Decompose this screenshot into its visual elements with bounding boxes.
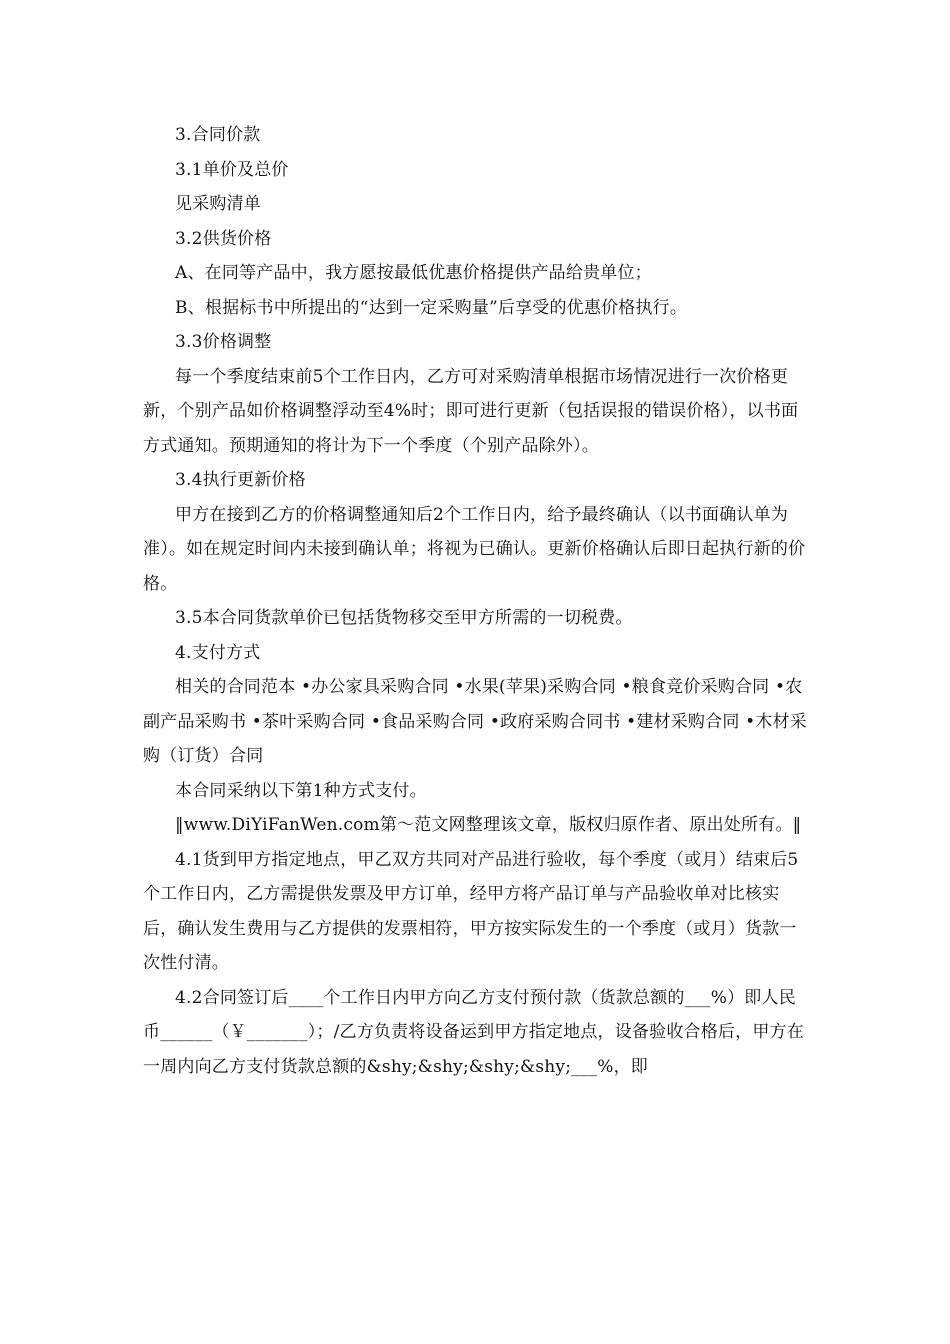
paragraph-payment-4-1: 4.1货到甲方指定地点，甲乙双方共同对产品进行验收，每个季度（或月）结束后5个工作日内，乙方需提供发票及甲方订单，经甲方将产品订单与产品验收单对比核实后，确认发生费用与乙方提供的发票相符，甲方按实际发生的一个季度（或月）货款一次性付清。 <box>143 849 799 973</box>
paragraph-execute-updated-price: 甲方在接到乙方的价格调整通知后2个工作日内，给予最终确认（以书面确认单为准）。如在规定时间内未接到确认单；将视为已确认。更新价格确认后即日起执行新的价格。 <box>143 504 806 594</box>
heading-supply-price: 3.2供货价格 <box>175 228 272 249</box>
paragraph-source-notice: ‖www.DiYiFanWen.com第～范文网整理该文章，版权归原作者、原出处所有。‖ <box>175 815 802 835</box>
heading-price-adjustment: 3.3价格调整 <box>175 332 272 352</box>
paragraph-price-adjustment: 每一个季度结束前5个工作日内，乙方可对采购清单根据市场情况进行一次价格更新，个别产品如价格调整浮动至4%时；即可进行更新（包括误报的错误价格），以书面方式通知。预期通知的将计为下一个季度（个别产品除外）。 <box>143 366 799 456</box>
paragraph-payment-4-2: 4.2合同签订后____个工作日内甲方向乙方支付预付款（货款总额的___%）即人民币______（￥_______）；/乙方负责将设备运到甲方指定地点，设备验收合格后，甲方在一周内向乙方支付货款总额的&shy;&shy;&shy;&shy;___%，即 <box>143 987 804 1077</box>
paragraph-supply-price-a: A、在同等产品中，我方愿按最低优惠价格提供产品给贵单位； <box>175 263 652 283</box>
paragraph-see-purchase-list: 见采购清单 <box>175 194 261 214</box>
heading-contract-price: 3.合同价款 <box>175 125 261 145</box>
paragraph-taxes-included: 3.5本合同货款单价已包括货物移交至甲方所需的一切税费。 <box>175 608 633 628</box>
paragraph-payment-option: 本合同采纳以下第1种方式支付。 <box>175 780 427 801</box>
paragraph-supply-price-b: B、根据标书中所提出的“达到一定采购量”后享受的优惠价格执行。 <box>175 297 688 318</box>
heading-payment-method: 4.支付方式 <box>175 642 261 663</box>
heading-unit-total-price: 3.1单价及总价 <box>175 159 289 180</box>
document-body <box>143 118 809 1084</box>
heading-execute-updated-price: 3.4执行更新价格 <box>175 470 306 490</box>
paragraph-related-templates: 相关的合同范本 •办公家具采购合同 •水果(苹果)采购合同 •粮食竞价采购合同 •农副产品采购书 •茶叶采购合同 •食品采购合同 •政府采购合同书 •建材采购合同 •木材采购（订货）合同 <box>143 677 807 766</box>
